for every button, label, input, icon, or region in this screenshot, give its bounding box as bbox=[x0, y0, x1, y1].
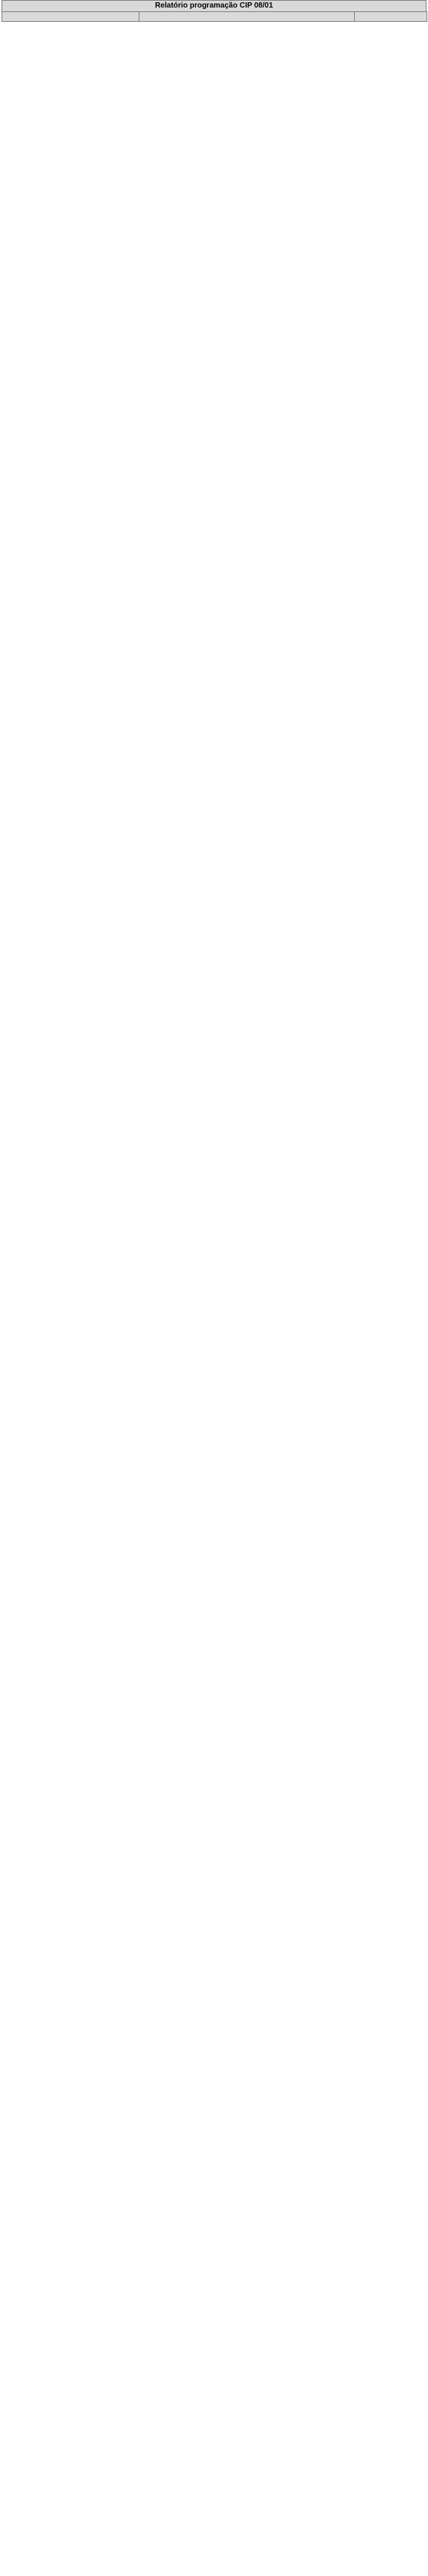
column-header-bairro bbox=[2, 12, 139, 22]
report-sheet bbox=[0, 0, 428, 22]
column-header-logradouro bbox=[139, 12, 355, 22]
column-header-numero bbox=[355, 12, 427, 22]
report-table bbox=[2, 11, 427, 22]
report-title: Relatório programação CIP 08/01 bbox=[2, 0, 426, 11]
table-header-row bbox=[2, 12, 427, 22]
